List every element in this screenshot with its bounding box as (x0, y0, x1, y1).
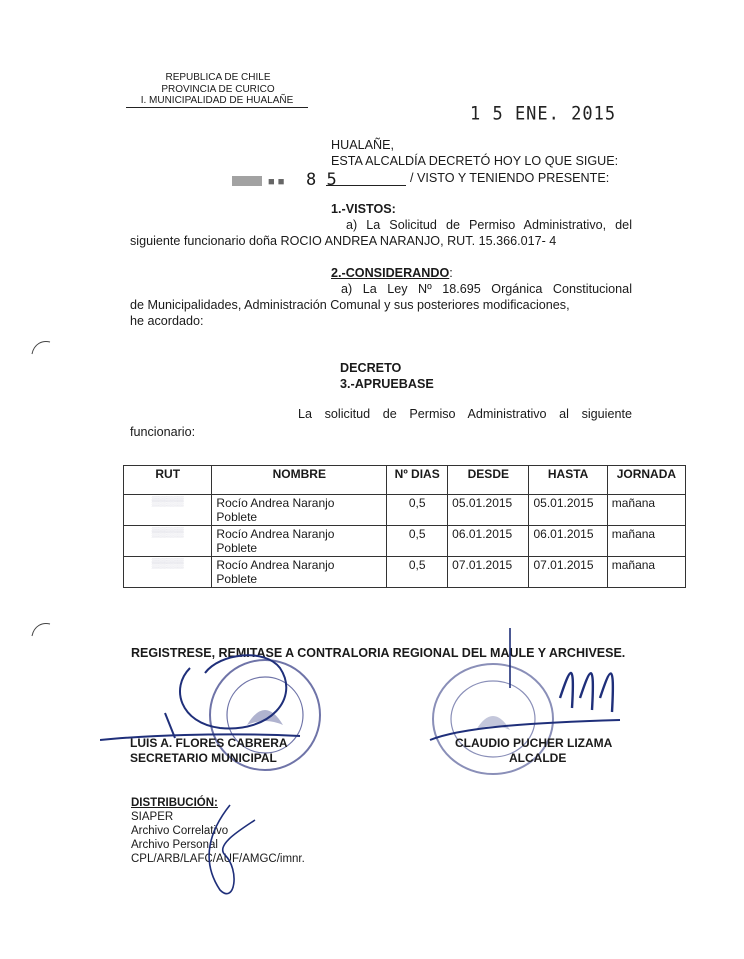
signatory-left-name: LUIS A. FLORES CABRERA (130, 736, 288, 750)
signatory-right-name: CLAUDIO PUCHER LIZAMA (455, 736, 613, 750)
nombre-line: Rocío Andrea Naranjo (216, 496, 335, 510)
vistos-heading: 1.-VISTOS: (331, 202, 396, 216)
nombre-line: Rocío Andrea Naranjo (216, 558, 335, 572)
table-row (124, 495, 686, 526)
rut-redacted: ▒▒▒▒▒ (124, 526, 212, 557)
distribution-heading: DISTRIBUCIÓN: (131, 797, 218, 809)
col-nombre: NOMBRE (212, 466, 387, 495)
permission-table (123, 465, 686, 588)
cell-hasta: 07.01.2015 (529, 557, 607, 588)
vistos-text-b: siguiente funcionario doña ROCIO ANDREA NARANJO, RUT. 15.366.017- 4 (130, 234, 557, 248)
col-hasta: HASTA (529, 466, 607, 495)
cell-jornada: mañana (607, 495, 685, 526)
signatory-right-title: ALCALDE (509, 751, 567, 765)
cell-desde: 05.01.2015 (448, 495, 529, 526)
nombre-line: Poblete (216, 541, 258, 555)
letterhead-country: REPUBLICA DE CHILE (165, 72, 271, 83)
scan-mark: ■ ■ (268, 176, 285, 188)
rut-redacted: ▒▒▒▒▒ (124, 557, 212, 588)
closing-line: REGISTRESE, REMITASE A CONTRALORIA REGIONAL DEL MAULE Y ARCHIVESE. (131, 646, 626, 660)
cell-jornada: mañana (607, 557, 685, 588)
visto-line: / VISTO Y TENIENDO PRESENTE: (410, 171, 610, 185)
distribution-item: CPL/ARB/LAFC/AUF/AMGC/imnr. (131, 853, 305, 865)
col-jornada: JORNADA (607, 466, 685, 495)
decreto-text-a: La solicitud de Permiso Administrativo al siguiente (298, 407, 632, 421)
initials-scribble (180, 800, 270, 910)
cell-desde: 07.01.2015 (448, 557, 529, 588)
hole-punch-mark (30, 620, 52, 640)
considerando-heading: 2.-CONSIDERANDO (331, 266, 450, 280)
nombre-line: Rocío Andrea Naranjo (216, 527, 335, 541)
signatory-left-title: SECRETARIO MUNICIPAL (130, 751, 277, 765)
date-stamp: 1 5 ENE. 2015 (470, 103, 617, 125)
cell-nombre (212, 526, 387, 557)
decreto-text-b: funcionario: (130, 425, 196, 439)
nombre-line: Poblete (216, 572, 258, 586)
cell-hasta: 06.01.2015 (529, 526, 607, 557)
cell-nombre (212, 495, 387, 526)
considerando-text-c: he acordado: (130, 314, 204, 328)
distribution-item: Archivo Correlativo (131, 825, 229, 837)
cell-desde: 06.01.2015 (448, 526, 529, 557)
decree-number: 8 5 (306, 170, 337, 190)
cell-jornada: mañana (607, 526, 685, 557)
city-line: HUALAÑE, (331, 138, 394, 152)
considerando-text-b: de Municipalidades, Administración Comunal y sus posteriores modificaciones, (130, 298, 570, 312)
rut-redacted: ▒▒▒▒▒ (124, 495, 212, 526)
letterhead (128, 72, 308, 108)
table-header-row (124, 466, 686, 495)
vistos-text-a: a) La Solicitud de Permiso Administrativo, del (346, 218, 632, 232)
col-desde: DESDE (448, 466, 529, 495)
decreto-heading: DECRETO (340, 361, 402, 375)
distribution-item: SIAPER (131, 811, 174, 823)
cell-dias: 0,5 (387, 557, 448, 588)
redacted-mark (232, 176, 262, 186)
cell-dias: 0,5 (387, 495, 448, 526)
col-rut: RUT (124, 466, 212, 495)
cell-nombre (212, 557, 387, 588)
letterhead-province: PROVINCIA DE CURICO (161, 83, 275, 95)
decree-line: ESTA ALCALDÍA DECRETÓ HOY LO QUE SIGUE: (331, 154, 619, 168)
col-dias: Nº DIAS (387, 466, 448, 495)
table-row (124, 557, 686, 588)
hole-punch-mark (30, 338, 52, 358)
cell-hasta: 05.01.2015 (529, 495, 607, 526)
cell-dias: 0,5 (387, 526, 448, 557)
table-row (124, 526, 686, 557)
decreto-sub: 3.-APRUEBASE (340, 377, 434, 391)
letterhead-municipality: I. MUNICIPALIDAD DE HUALAÑE (126, 95, 308, 108)
considerando-text-a: a) La Ley Nº 18.695 Orgánica Constitucional (341, 282, 632, 296)
distribution-item: Archivo Personal (131, 839, 218, 851)
considerando-colon: : (449, 266, 453, 280)
number-underline (326, 185, 406, 186)
nombre-line: Poblete (216, 510, 258, 524)
